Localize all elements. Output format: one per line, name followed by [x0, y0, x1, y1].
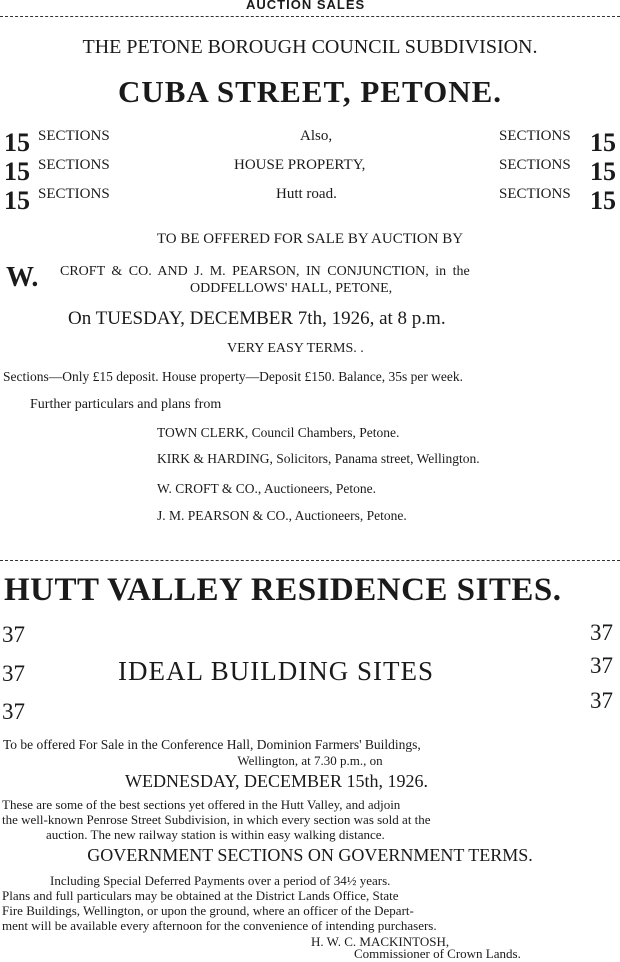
signature-title: Commissioner of Crown Lands. [354, 946, 521, 961]
left-number: 15 [4, 157, 30, 186]
right-label: SECTIONS [499, 186, 571, 202]
ideal-building-sites: IDEAL BUILDING SITES [118, 656, 434, 686]
sale-date: WEDNESDAY, DECEMBER 15th, 1926. [125, 771, 429, 791]
government-terms: GOVERNMENT SECTIONS ON GOVERNMENT TERMS. [87, 845, 533, 865]
right-label: SECTIONS [499, 157, 571, 173]
left-number-3: 37 [2, 699, 25, 724]
left-number-1: 37 [2, 622, 25, 647]
right-number-2: 37 [590, 653, 613, 678]
right-number-1: 37 [590, 620, 613, 645]
auctioneer-initial: W. [6, 262, 39, 293]
left-label: SECTIONS [38, 157, 110, 173]
right-number: 15 [590, 128, 616, 157]
right-number: 15 [590, 157, 616, 186]
center-label: Hutt road. [276, 186, 337, 202]
including-line-4: ment will be available every afternoon for the convenience of intending purchasers. [2, 918, 437, 933]
offered-line: TO BE OFFERED FOR SALE BY AUCTION BY [156, 231, 464, 247]
auctioneer-line-1: CROFT & CO. AND J. M. PEARSON, IN CONJUNCTION, in the [60, 264, 470, 279]
right-label: SECTIONS [499, 128, 571, 144]
council-heading: THE PETONE BOROUGH COUNCIL SUBDIVISION. [82, 36, 538, 58]
left-number: 15 [4, 128, 30, 157]
terms: VERY EASY TERMS. . [227, 341, 364, 356]
left-label: SECTIONS [38, 186, 110, 202]
including-line-1: Including Special Deferred Payments over a period of 34½ years. [50, 873, 391, 888]
further-particulars: Further particulars and plans from [30, 397, 222, 412]
signature-name: H. W. C. MACKINTOSH, [311, 934, 450, 949]
offered-line-1: To be offered For Sale in the Conference Hall, Dominion Farmers' Buildings, [3, 737, 421, 752]
including-line-3: Fire Buildings, Wellington, or upon the ground, where an officer of the Depart- [2, 903, 414, 918]
residence-title: HUTT VALLEY RESIDENCE SITES. [4, 572, 562, 608]
contact-2: KIRK & HARDING, Solicitors, Panama street, Wellington. [157, 451, 480, 466]
section-header: AUCTION SALES [246, 0, 366, 12]
header-rule [0, 16, 620, 17]
auction-date: On TUESDAY, DECEMBER 7th, 1926, at 8 p.m. [68, 308, 446, 329]
divider-rule [0, 560, 620, 561]
left-number-2: 37 [2, 661, 25, 686]
deposit-line: Sections—Only £15 deposit. House property—Deposit £150. Balance, 35s per week. [3, 369, 464, 384]
including-line-2: Plans and full particulars may be obtained at the District Lands Office, State [2, 888, 399, 903]
right-number-3: 37 [590, 688, 613, 713]
contact-1: TOWN CLERK, Council Chambers, Petone. [157, 425, 400, 440]
description-line-1: These are some of the best sections yet offered in the Hutt Valley, and adjoin [2, 797, 401, 812]
description-line-2: the well-known Penrose Street Subdivision, in which every section was sold at the [2, 812, 431, 827]
center-label: Also, [300, 128, 333, 144]
left-number: 15 [4, 186, 30, 215]
description-line-3: auction. The new railway station is within easy walking distance. [46, 827, 385, 842]
offered-line-2: Wellington, at 7.30 p.m., on [237, 753, 383, 768]
contact-3: W. CROFT & CO., Auctioneers, Petone. [157, 481, 376, 496]
street-heading: CUBA STREET, PETONE. [117, 74, 503, 109]
contact-4: J. M. PEARSON & CO., Auctioneers, Petone. [157, 508, 407, 523]
center-label: HOUSE PROPERTY, [234, 157, 366, 173]
left-label: SECTIONS [38, 128, 110, 144]
auctioneer-line-2: ODDFELLOWS' HALL, PETONE, [190, 281, 393, 296]
right-number: 15 [590, 186, 616, 215]
